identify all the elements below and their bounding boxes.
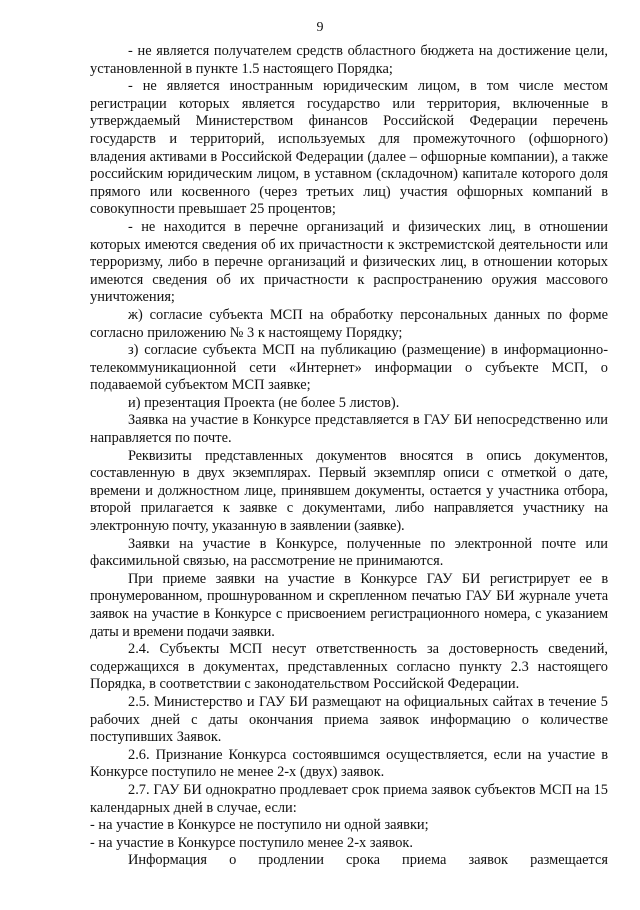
page-number: 9 xyxy=(316,20,324,35)
paragraph-2-7: 2.7. ГАУ БИ однократно продлевает срок приема заявок субъектов МСП на 15 календарных дней в случае, если: xyxy=(90,781,608,816)
paragraph-email-fax-rejection: Заявки на участие в Конкурсе, полученные по электронной почте или факсимильной связью, на рассмотрение не принимаются. xyxy=(90,535,608,570)
paragraph-application-submission: Заявка на участие в Конкурсе представляется в ГАУ БИ непосредственно или направляется по почте. xyxy=(90,412,608,447)
paragraph-2-4: 2.4. Субъекты МСП несут ответственность за достоверность сведений, содержащихся в документах, представленных согласно пункту 2.3 настоящего Порядка, в соответствии с законодательством Российской Федерации. xyxy=(90,641,608,693)
paragraph-not-foreign-entity: - не является иностранным юридическим лицом, в том числе местом регистрации которых является государство или территория, включенные в утверждаемый Министерством финансов Российской Федерации перечень государств и территорий, используемых для промежуточного (офшорного) владения активами в Российской Федерации (далее – офшорные компании), а также российским юридическим лицом, в уставном (складочном) капитале которого доля прямого или косвенного (через третьих лиц) участия офшорных компаний в совокупности превышает 25 процентов; xyxy=(90,78,608,218)
paragraph-no-applications: - на участие в Конкурсе не поступило ни одной заявки; xyxy=(90,817,429,834)
document-body xyxy=(90,43,608,870)
paragraph-document-inventory: Реквизиты представленных документов вносятся в опись документов, составленную в двух экземплярах. Первый экземпляр описи с отметкой о дате, времени и должностном лице, принявшем документы, остается у участника отбора, второй прилагается к заявке с документами, либо направляется участнику на электронную почту, указанную в заявлении (заявке). xyxy=(90,447,608,535)
paragraph-less-than-two: - на участие в Конкурсе поступило менее 2-х заявок. xyxy=(90,834,413,851)
paragraph-item-z: з) согласие субъекта МСП на публикацию (размещение) в информационно-телекоммуникационной сети «Интернет» информации о субъекте МСП, о подаваемой субъектом МСП заявке; xyxy=(90,342,608,394)
paragraph-2-5: 2.5. Министерство и ГАУ БИ размещают на официальных сайтах в течение 5 рабочих дней с даты окончания приема заявок информацию о количестве поступивших Заявок. xyxy=(90,693,608,746)
paragraph-not-in-extremist-list: - не находится в перечне организаций и физических лиц, в отношении которых имеются сведения об их причастности к экстремистской деятельности или терроризму, либо в перечне организаций и физических лиц, в отношении которых имеются сведения об их причастности к распространению оружия массового уничтожения; xyxy=(90,218,608,306)
paragraph-registration-journal: При приеме заявки на участие в Конкурсе ГАУ БИ регистрирует ее в пронумерованном, прошнурованном и скрепленном печатью ГАУ БИ журнале учета заявок на участие в Конкурсе с присвоением регистрационного номера, с указанием даты и времени подачи заявки. xyxy=(90,570,608,640)
paragraph-item-zh: ж) согласие субъекта МСП на обработку персональных данных по форме согласно приложению № 3 к настоящему Порядку; xyxy=(90,306,608,341)
paragraph-not-budget-recipient: - не является получателем средств областного бюджета на достижение цели, установленной в пункте 1.5 настоящего Порядка; xyxy=(90,43,608,77)
paragraph-extension-info: Информация о продлении срока приема заявок размещается xyxy=(128,852,608,869)
paragraph-2-6: 2.6. Признание Конкурса состоявшимся осуществляется, если на участие в Конкурсе поступило не менее 2-х (двух) заявок. xyxy=(90,746,608,781)
paragraph-item-i: и) презентация Проекта (не более 5 листов). xyxy=(128,394,400,411)
